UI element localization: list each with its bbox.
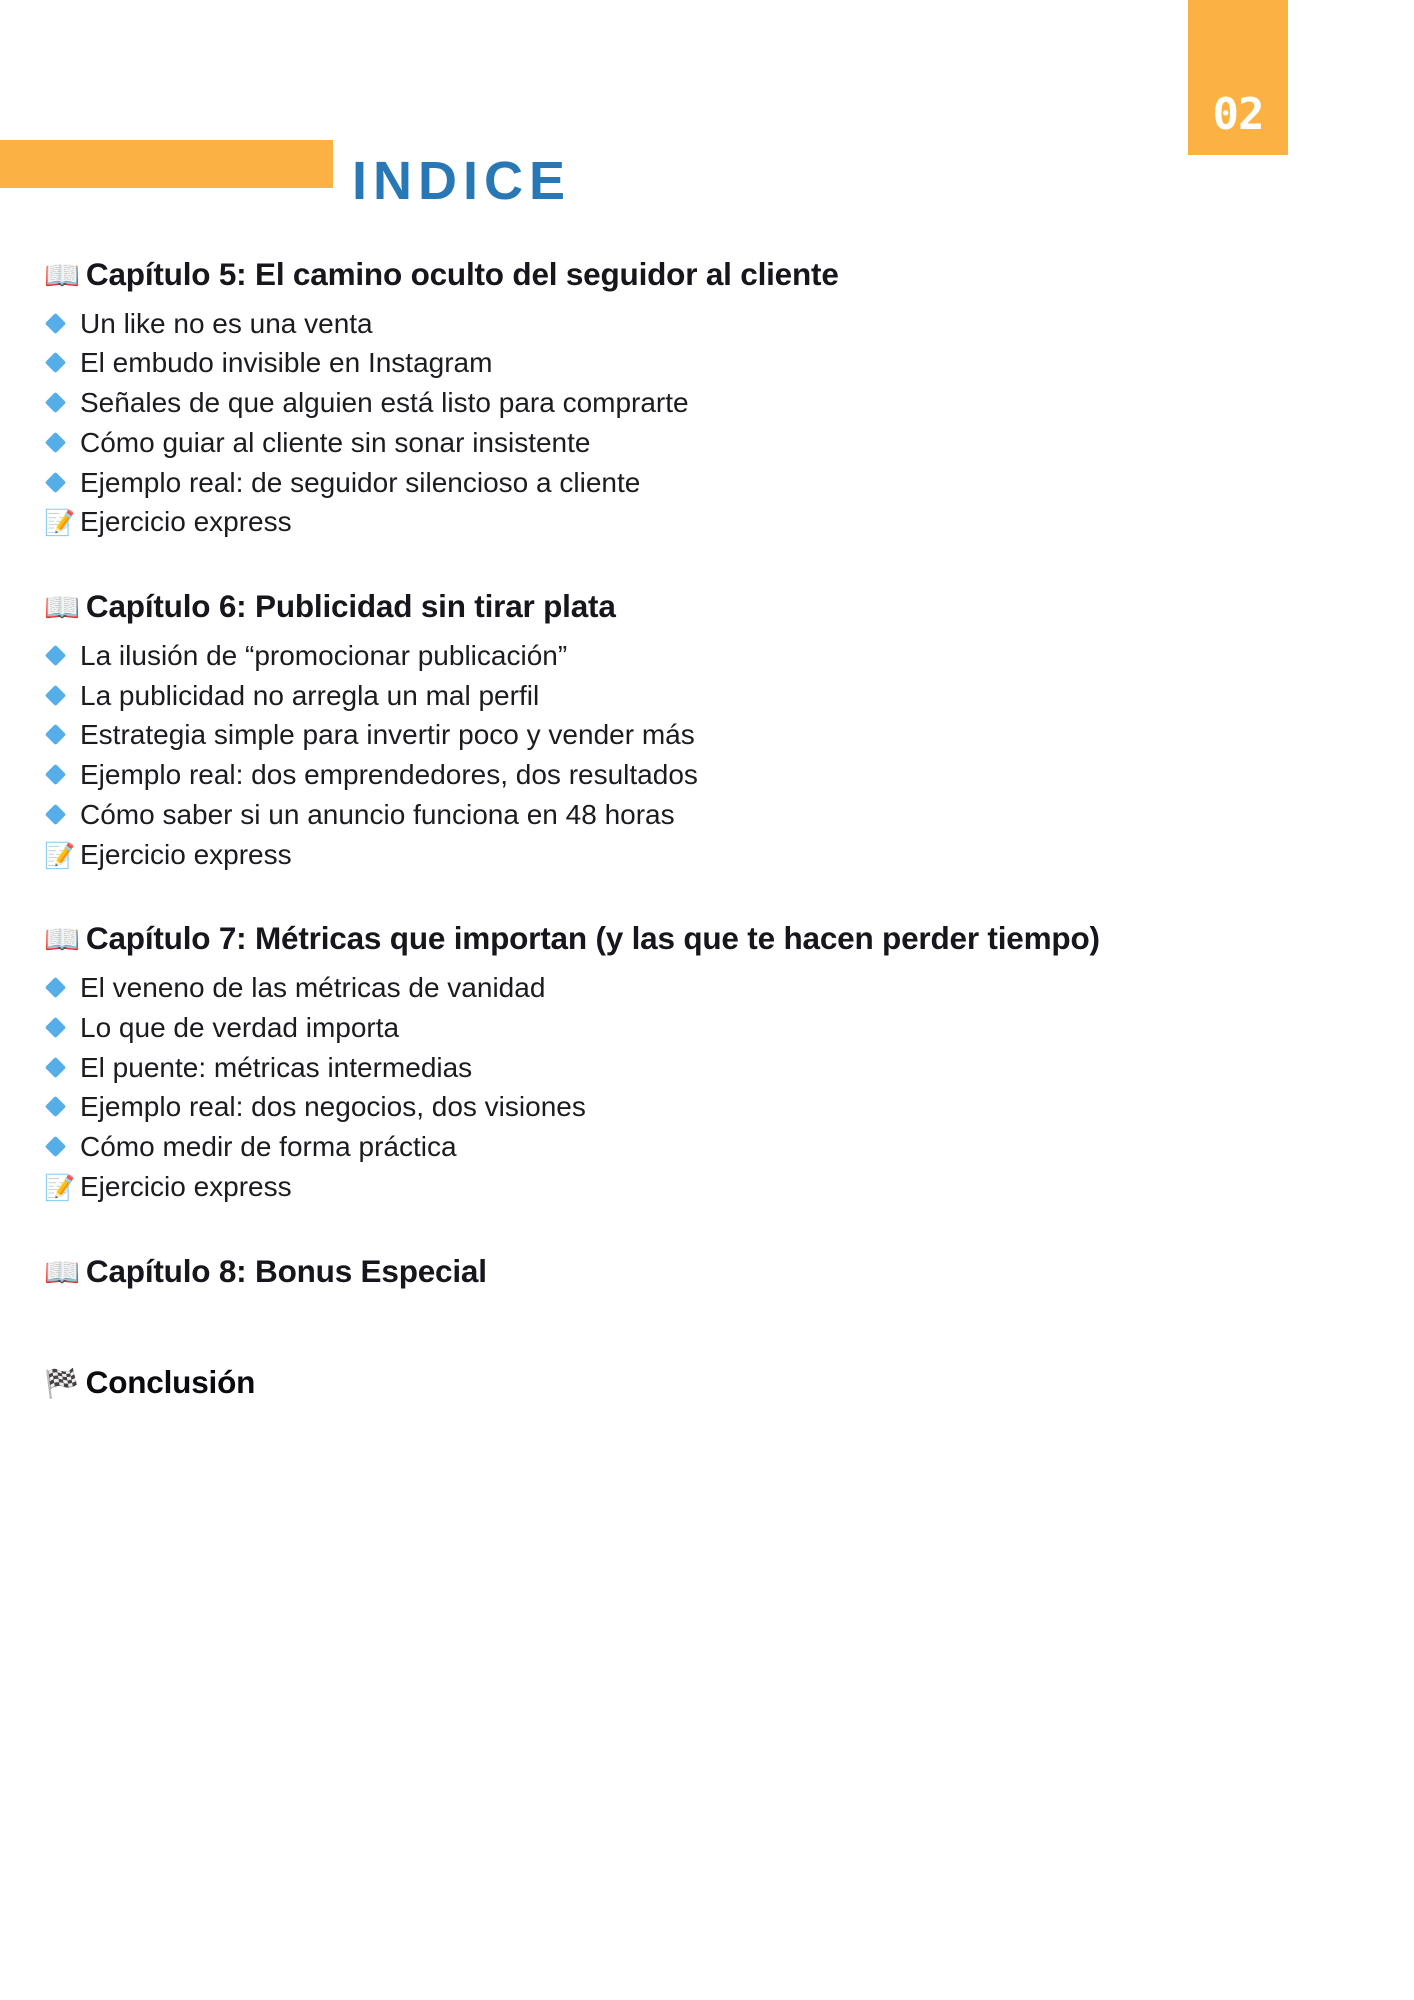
list-item [44,968,1374,1008]
list-item-label: Cómo saber si un anuncio funciona en 48 horas [80,798,675,830]
chapter-heading [44,1249,1312,1295]
blue-diamond-icon [44,968,80,1008]
list-item-label: La publicidad no arregla un mal perfil [80,679,540,711]
closing-spacer [44,1300,1374,1360]
list-item [44,636,1374,676]
memo-icon: 📝 [44,508,76,538]
conclusion-heading [44,1360,1374,1406]
index-content [44,252,1374,1406]
blue-diamond-icon [44,1008,80,1048]
chapter-section [44,252,1374,542]
chapter-section [44,1249,1374,1295]
sections-container [44,252,1374,1294]
page-number-block [1188,0,1288,155]
blue-diamond-icon [44,343,80,383]
open-book-icon: 📖 [44,258,80,292]
chapter-heading [44,252,1312,298]
list-item [44,304,1374,344]
chapter-section [44,584,1374,874]
chapter-topic-list [44,968,1374,1167]
list-item [44,676,1374,716]
exercise-item [44,502,1374,542]
blue-diamond-icon [44,755,80,795]
open-book-icon: 📖 [44,1254,80,1289]
blue-diamond-icon [44,1087,80,1127]
exercise-label: Ejercicio express [80,838,292,870]
chapter-section [44,916,1374,1206]
list-item [44,463,1374,503]
chapter-topic-list [44,636,1374,835]
list-item-label: Un like no es una venta [80,307,373,339]
list-item-label: El veneno de las métricas de vanidad [80,972,546,1004]
chapter-heading-label: Capítulo 6: Publicidad sin tirar plata [85,588,616,625]
blue-diamond-icon [44,1048,80,1088]
blue-diamond-icon [44,715,80,755]
list-item-label: La ilusión de “promocionar publicación” [80,639,568,671]
page-number: 02 [1212,89,1264,140]
open-book-icon: 📖 [44,590,80,625]
list-item-label: Estrategia simple para invertir poco y vender más [80,719,695,751]
list-item-label: Cómo guiar al cliente sin sonar insistente [80,426,591,458]
title-accent-bar [0,140,333,188]
conclusion-label: Conclusión [85,1364,256,1401]
blue-diamond-icon [44,423,80,463]
list-item [44,1008,1374,1048]
chapter-heading [44,584,1312,630]
blue-diamond-icon [44,383,80,423]
chapter-topic-list [44,304,1374,503]
list-item-label: Cómo medir de forma práctica [80,1131,457,1163]
list-item [44,755,1374,795]
list-item-label: El puente: métricas intermedias [80,1051,473,1083]
list-item [44,1087,1374,1127]
open-book-icon: 📖 [44,922,80,957]
list-item [44,343,1374,383]
list-item [44,795,1374,835]
list-item-label: Ejemplo real: dos emprendedores, dos resultados [80,759,698,791]
exercise-item [44,835,1374,875]
list-item-label: Ejemplo real: dos negocios, dos visiones [80,1091,586,1123]
checkered-flag-icon: 🏁 [44,1367,79,1401]
list-item-label: Señales de que alguien está listo para comprarte [80,387,689,419]
chapter-heading-label: Capítulo 8: Bonus Especial [85,1252,487,1289]
blue-diamond-icon [44,795,80,835]
blue-diamond-icon [44,636,80,676]
blue-diamond-icon [44,304,80,344]
list-item [44,1127,1374,1167]
blue-diamond-icon [44,463,80,503]
list-item-label: El embudo invisible en Instagram [80,347,493,379]
chapter-heading-label: Capítulo 5: El camino oculto del seguidor al cliente [85,256,839,292]
list-item [44,383,1374,423]
memo-icon: 📝 [44,1172,76,1202]
chapter-heading [44,916,1312,962]
exercise-item [44,1167,1374,1207]
list-item-label: Lo que de verdad importa [80,1011,400,1043]
list-item [44,1048,1374,1088]
chapter-heading-label: Capítulo 7: Métricas que importan (y las que te hacen perder tiempo) [85,920,1100,957]
blue-diamond-icon [44,676,80,716]
list-item [44,423,1374,463]
blue-diamond-icon [44,1127,80,1167]
exercise-label: Ejercicio express [80,1170,292,1202]
list-item [44,715,1374,755]
memo-icon: 📝 [44,840,76,870]
page-title: INDICE [352,151,572,212]
exercise-label: Ejercicio express [80,506,292,538]
list-item-label: Ejemplo real: de seguidor silencioso a cliente [80,466,641,498]
